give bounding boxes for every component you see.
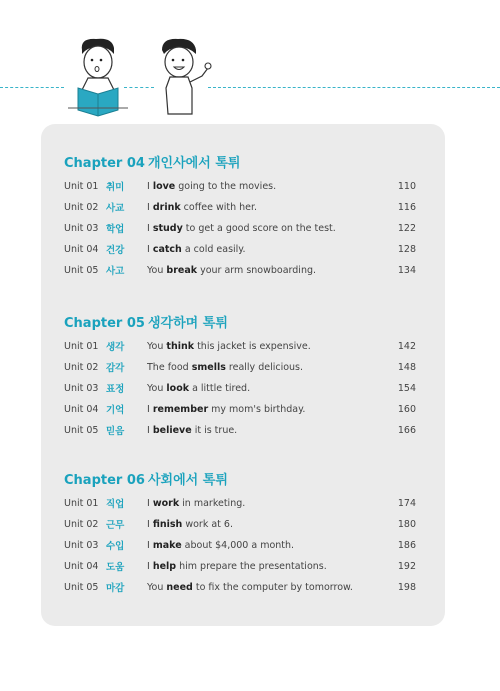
unit-number: Unit 02 [64,201,99,213]
key-verb: finish [152,518,183,530]
example-sentence: I make about $4,000 a month. [147,539,295,551]
page-number: 134 [397,264,416,276]
toc-entry[interactable] [64,220,416,236]
page-number: 186 [397,539,416,551]
page-number: 154 [397,382,416,394]
chapter-heading [64,312,228,332]
key-verb: work [152,497,180,509]
key-verb: smells [191,361,226,373]
page-number: 192 [397,560,416,572]
unit-topic: 사교 [106,203,125,214]
unit-number: Unit 02 [64,361,99,373]
table-of-contents-panel [41,124,445,626]
page-number: 128 [397,243,416,255]
example-sentence: You look a little tired. [147,382,251,394]
unit-number: Unit 01 [64,340,99,352]
dashed-divider [0,87,64,88]
unit-number: Unit 04 [64,403,99,415]
unit-topic: 감각 [106,363,125,374]
unit-number: Unit 03 [64,539,99,551]
page-number: 198 [397,581,416,593]
page-number: 122 [397,222,416,234]
toc-entry[interactable] [64,178,416,194]
example-sentence: I believe it is true. [147,424,238,436]
example-sentence: I love going to the movies. [147,180,277,192]
page-number: 180 [397,518,416,530]
key-verb: catch [152,243,182,255]
page-header [0,0,500,120]
unit-topic: 직업 [106,499,125,510]
example-sentence: You need to fix the computer by tomorrow. [147,581,353,593]
dashed-divider [208,87,500,88]
reading-boy-illustration [68,36,128,118]
page-number: 160 [397,403,416,415]
key-verb: love [152,180,176,192]
page-number: 110 [397,180,416,192]
key-verb: drink [152,201,181,213]
toc-entry[interactable] [64,537,416,553]
waving-boy-illustration [156,36,214,116]
unit-topic: 사고 [106,266,125,277]
key-verb: think [166,340,195,352]
chapter-heading [64,152,240,172]
unit-topic: 도움 [106,562,125,573]
unit-topic: 마감 [106,583,125,594]
toc-entry[interactable] [64,338,416,354]
unit-number: Unit 05 [64,424,99,436]
chapter-title: 사회에서 톡튀 [148,473,228,488]
chapter-label: Chapter 04 [64,156,145,171]
unit-topic: 학업 [106,224,125,235]
unit-number: Unit 02 [64,518,99,530]
page-number: 142 [397,340,416,352]
example-sentence: I finish work at 6. [147,518,233,530]
example-sentence: You break your arm snowboarding. [147,264,317,276]
page-number: 174 [397,497,416,509]
unit-topic: 건강 [106,245,125,256]
unit-topic: 근무 [106,520,125,531]
unit-number: Unit 03 [64,382,99,394]
example-sentence: The food smells really delicious. [147,361,304,373]
unit-topic: 믿음 [106,426,125,437]
page-number: 148 [397,361,416,373]
unit-number: Unit 01 [64,180,99,192]
toc-entry[interactable] [64,516,416,532]
unit-number: Unit 03 [64,222,99,234]
chapter-heading [64,469,228,489]
key-verb: remember [152,403,209,415]
unit-topic: 표정 [106,384,125,395]
unit-topic: 수입 [106,541,125,552]
toc-entry[interactable] [64,579,416,595]
example-sentence: I help him prepare the presentations. [147,560,327,572]
key-verb: make [152,539,182,551]
unit-topic: 취미 [106,182,125,193]
toc-entry[interactable] [64,495,416,511]
key-verb: look [166,382,190,394]
key-verb: break [166,264,198,276]
example-sentence: I work in marketing. [147,497,246,509]
key-verb: study [152,222,183,234]
example-sentence: I drink coffee with her. [147,201,258,213]
unit-number: Unit 05 [64,264,99,276]
unit-number: Unit 04 [64,243,99,255]
dashed-divider [124,87,154,88]
toc-entry[interactable] [64,380,416,396]
chapter-title: 생각하며 톡튀 [148,316,228,331]
key-verb: believe [152,424,192,436]
chapter-label: Chapter 05 [64,316,145,331]
page-number: 166 [397,424,416,436]
unit-number: Unit 04 [64,560,99,572]
toc-entry[interactable] [64,558,416,574]
toc-entry[interactable] [64,262,416,278]
toc-entry[interactable] [64,422,416,438]
example-sentence: I remember my mom's birthday. [147,403,306,415]
key-verb: help [152,560,177,572]
unit-topic: 생각 [106,342,125,353]
unit-number: Unit 01 [64,497,99,509]
example-sentence: You think this jacket is expensive. [147,340,311,352]
chapter-label: Chapter 06 [64,473,145,488]
toc-entry[interactable] [64,199,416,215]
unit-number: Unit 05 [64,581,99,593]
key-verb: need [166,581,193,593]
chapter-title: 개인사에서 톡튀 [148,156,241,171]
example-sentence: I study to get a good score on the test. [147,222,336,234]
toc-entry[interactable] [64,359,416,375]
page-number: 116 [397,201,416,213]
toc-entry[interactable] [64,241,416,257]
toc-entry[interactable] [64,401,416,417]
example-sentence: I catch a cold easily. [147,243,246,255]
unit-topic: 기억 [106,405,125,416]
